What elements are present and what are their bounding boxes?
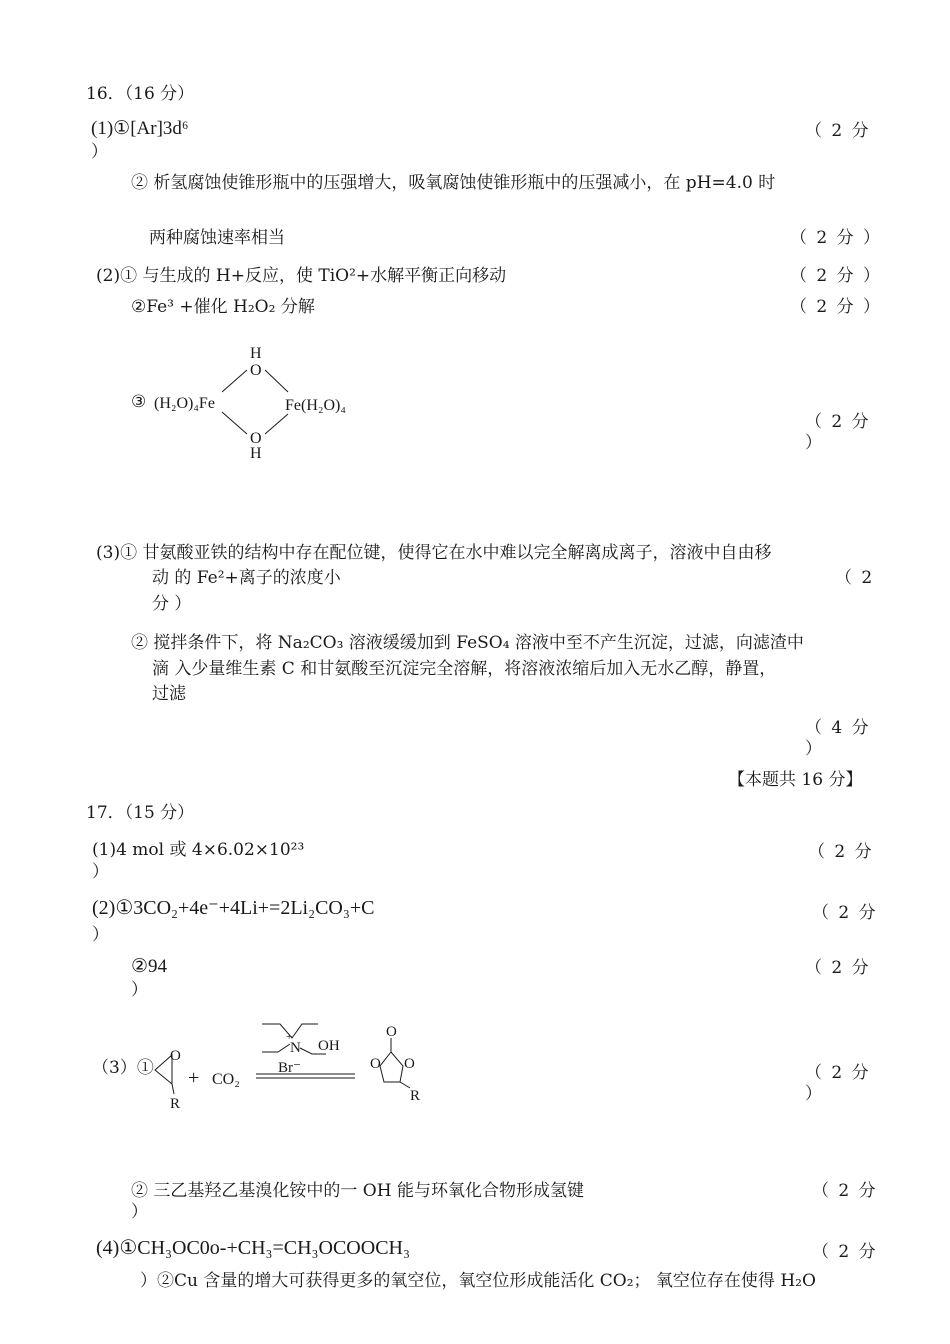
epoxide-co2-reaction bbox=[150, 1020, 450, 1120]
q17-part3-answer2: ② 三乙基羟乙基溴化铵中的一 OH 能与环氧化合物形成氢键 bbox=[131, 1181, 584, 1201]
q17-part2-answer1: (2)①3CO₂+4e⁻+4Li+=2Li₂CO₃+C bbox=[92, 897, 375, 919]
iron-dimer-structure bbox=[150, 340, 380, 465]
q16-score-a: （ 2 分 bbox=[805, 121, 871, 141]
q17-score-f: （ 2 分 bbox=[812, 1242, 878, 1262]
struct-o-top: O bbox=[250, 362, 262, 379]
carbonate-ring bbox=[380, 1052, 403, 1082]
carbonate-o-right: O bbox=[404, 1056, 415, 1072]
q17-part4-answer1: (4)①CH₃OC0o-+CH₃=CH₃OCOOCH₃ bbox=[96, 1237, 410, 1259]
q16-paren-e: ） bbox=[805, 433, 822, 453]
struct-o-bottom: O bbox=[250, 430, 262, 447]
reaction-co2: CO₂ bbox=[212, 1071, 240, 1088]
bond-left-top bbox=[222, 370, 247, 392]
q16-score-b: （ 2 分 ） bbox=[790, 228, 883, 248]
q17-score-e: （ 2 分 bbox=[812, 1181, 878, 1201]
q16-part3-answer2: ② 搅拌条件下，将 Na₂CO₃ 溶液缓缓加到 FeSO₄ 溶液中至不产生沉淀，过滤，向滤渣中 bbox=[131, 633, 804, 653]
q16-part2-answer3-num: ③ bbox=[131, 392, 147, 412]
q16-total: 【本题共 16 分】 bbox=[728, 770, 863, 790]
bond-right-top bbox=[265, 370, 288, 392]
q16-score-g: （ 4 分 bbox=[805, 718, 871, 738]
q17-part1-answer: (1)4 mol 或 4×6.02×10²³ bbox=[92, 840, 305, 860]
catalyst-br: Br⁻ bbox=[278, 1060, 301, 1076]
struct-h-top: H bbox=[250, 345, 262, 362]
q16-part1-answer2: ② 析氢腐蚀使锥形瓶中的压强增大，吸氧腐蚀使锥形瓶中的压强减小，在 pH=4.0 时 bbox=[131, 173, 776, 193]
carbonate-o-left: O bbox=[370, 1056, 381, 1072]
struct-right-fe: Fe(H₂O)₄ bbox=[285, 397, 346, 414]
carbonate-o-top: O bbox=[386, 1024, 397, 1040]
q17-part4-answer2: ）②Cu 含量的增大可获得更多的氧空位，氧空位形成能活化 CO₂； 氧空位存在使得 H₂O bbox=[140, 1271, 816, 1291]
epoxide-o: O bbox=[170, 1048, 181, 1064]
catalyst-oh: OH bbox=[318, 1038, 340, 1054]
q16-part2-answer1: (2)① 与生成的 H+反应，使 TiO²+水解平衡正向移动 bbox=[96, 266, 507, 286]
struct-left-fe: (H₂O)₄Fe bbox=[154, 395, 215, 412]
q16-part3-answer1-cont2: 分 ） bbox=[152, 594, 192, 614]
q17-paren-b: ） bbox=[92, 925, 109, 945]
epoxide-r-bond bbox=[172, 1084, 174, 1094]
q16-paren-a: ） bbox=[91, 142, 108, 162]
q16-score-d: （ 2 分 ） bbox=[790, 297, 883, 317]
q17-header: 17．（15 分） bbox=[86, 803, 195, 823]
bond-right-bottom bbox=[265, 414, 288, 434]
q16-score-f: （ 2 bbox=[835, 568, 875, 588]
q16-part2-answer2: ②Fe³ +催化 H₂O₂ 分解 bbox=[131, 297, 315, 317]
q17-score-c: （ 2 分 bbox=[805, 958, 871, 978]
q17-paren-a: ） bbox=[92, 862, 109, 882]
q16-part3-answer1-cont: 动 的 Fe²+离子的浓度小 bbox=[152, 568, 341, 588]
q17-paren-d: ） bbox=[805, 1084, 822, 1104]
q16-part3-answer2-cont2: 过滤 bbox=[152, 684, 186, 704]
catalyst-charge: + bbox=[286, 1031, 293, 1043]
q16-part3-answer2-cont: 滴 入少量维生素 C 和甘氨酸至沉淀完全溶解，将溶液浓缩后加入无水乙醇，静置， bbox=[152, 659, 777, 679]
struct-h-bottom: H bbox=[250, 445, 262, 462]
q16-paren-g: ） bbox=[805, 739, 822, 759]
q16-part1-answer2-cont: 两种腐蚀速率相当 bbox=[149, 228, 285, 248]
catalyst-chain-left bbox=[262, 1044, 290, 1052]
q16-header: 16．（16 分） bbox=[86, 84, 195, 104]
q17-score-b: （ 2 分 bbox=[812, 903, 878, 923]
q16-score-c: （ 2 分 ） bbox=[790, 266, 883, 286]
epoxide-r: R bbox=[170, 1096, 181, 1112]
bond-left-bottom bbox=[222, 412, 247, 434]
q16-part3-answer1: (3)① 甘氨酸亚铁的结构中存在配位键，使得它在水中难以完全解离成离子，溶液中自由移 bbox=[96, 543, 772, 563]
carbonate-r-bond bbox=[400, 1082, 410, 1088]
catalyst-n: N bbox=[290, 1040, 301, 1056]
q17-part3-label: （3）① bbox=[92, 1058, 154, 1078]
carbonate-r: R bbox=[410, 1088, 421, 1104]
q17-part2-answer2: ②94 bbox=[131, 956, 168, 977]
q17-paren-c: ） bbox=[131, 980, 148, 1000]
q17-paren-e: ） bbox=[131, 1202, 148, 1222]
reaction-plus: + bbox=[188, 1067, 200, 1089]
q16-score-e: （ 2 分 bbox=[805, 412, 871, 432]
q17-score-a: （ 2 分 bbox=[808, 842, 874, 862]
q16-part1-answer1: (1)①[Ar]3d⁶ bbox=[91, 118, 189, 139]
q17-score-d: （ 2 分 bbox=[805, 1063, 871, 1083]
